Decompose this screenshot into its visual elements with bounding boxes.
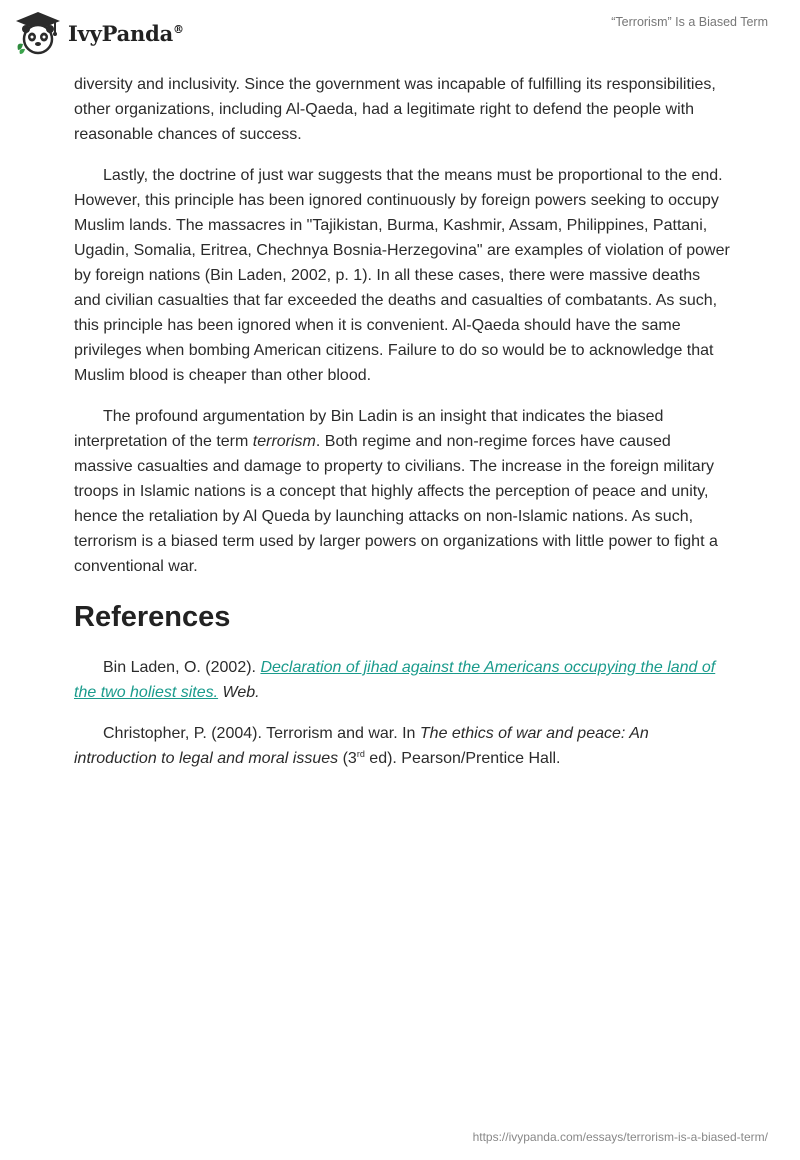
panda-logo-icon <box>14 10 62 56</box>
brand-name: IvyPanda® <box>68 20 184 46</box>
reference-link[interactable]: Declaration of jihad against the Americans occupying the land of the two holiest sites. <box>74 659 716 701</box>
page-header <box>0 0 800 70</box>
paragraph-2: Lastly, the doctrine of just war suggests that the means must be proportional to the end. However, this principle has been ignored continuously by foreign powers seeking to occupy Muslim lands. The massacres in "Tajikistan, Burma, Kashmir, Assam, Philippines, Pattani, Ugadin, Somalia, Eritrea, Chechnya Bosnia-Herzegovina" are examples of violation of power by foreign nations (Bin Laden, 2002, p. 1). In all these cases, there were massive deaths and civilian casualties that far exceeded the deaths and casualties of combatants. As such, this principle has been ignored when it is convenient. Al-Qaeda should have the same privileges when bombing American citizens. Failure to do so would be to acknowledge that Muslim blood is cheaper than other blood. <box>74 167 730 384</box>
reference-christopher: Christopher, P. (2004). Terrorism and war. In The ethics of war and peace: An introduction to legal and moral issues (3rd ed). Pearson/Prentice Hall. <box>74 725 649 767</box>
reference-bin-laden: Bin Laden, O. (2002). Declaration of jihad against the Americans occupying the land of the two holiest sites. Web. <box>74 659 716 701</box>
footer-url[interactable]: https://ivypanda.com/essays/terrorism-is-a-biased-term/ <box>472 1130 768 1144</box>
references-heading: References <box>74 601 231 633</box>
paragraph-1: diversity and inclusivity. Since the government was incapable of fulfilling its responsibilities, other organizations, including Al-Qaeda, had a legitimate right to defend the people with reasonable chances of success. <box>74 76 716 143</box>
italic-term: terrorism <box>252 433 316 450</box>
paragraph-3: The profound argumentation by Bin Ladin is an insight that indicates the biased interpretation of the term terrorism. Both regime and non-regime forces have caused massive casualties and damage to property to civilians. The increase in the foreign military troops in Islamic nations is a concept that highly affects the perception of peace and unity, hence the retaliation by Al Queda by launching attacks on non-Islamic nations. As such, terrorism is a biased term used by larger powers on organizations with little power to fight a conventional war. <box>74 408 718 575</box>
document-title: “Terrorism” Is a Biased Term <box>611 15 768 29</box>
ivypanda-logo[interactable] <box>14 9 184 57</box>
essay-content <box>74 72 730 787</box>
